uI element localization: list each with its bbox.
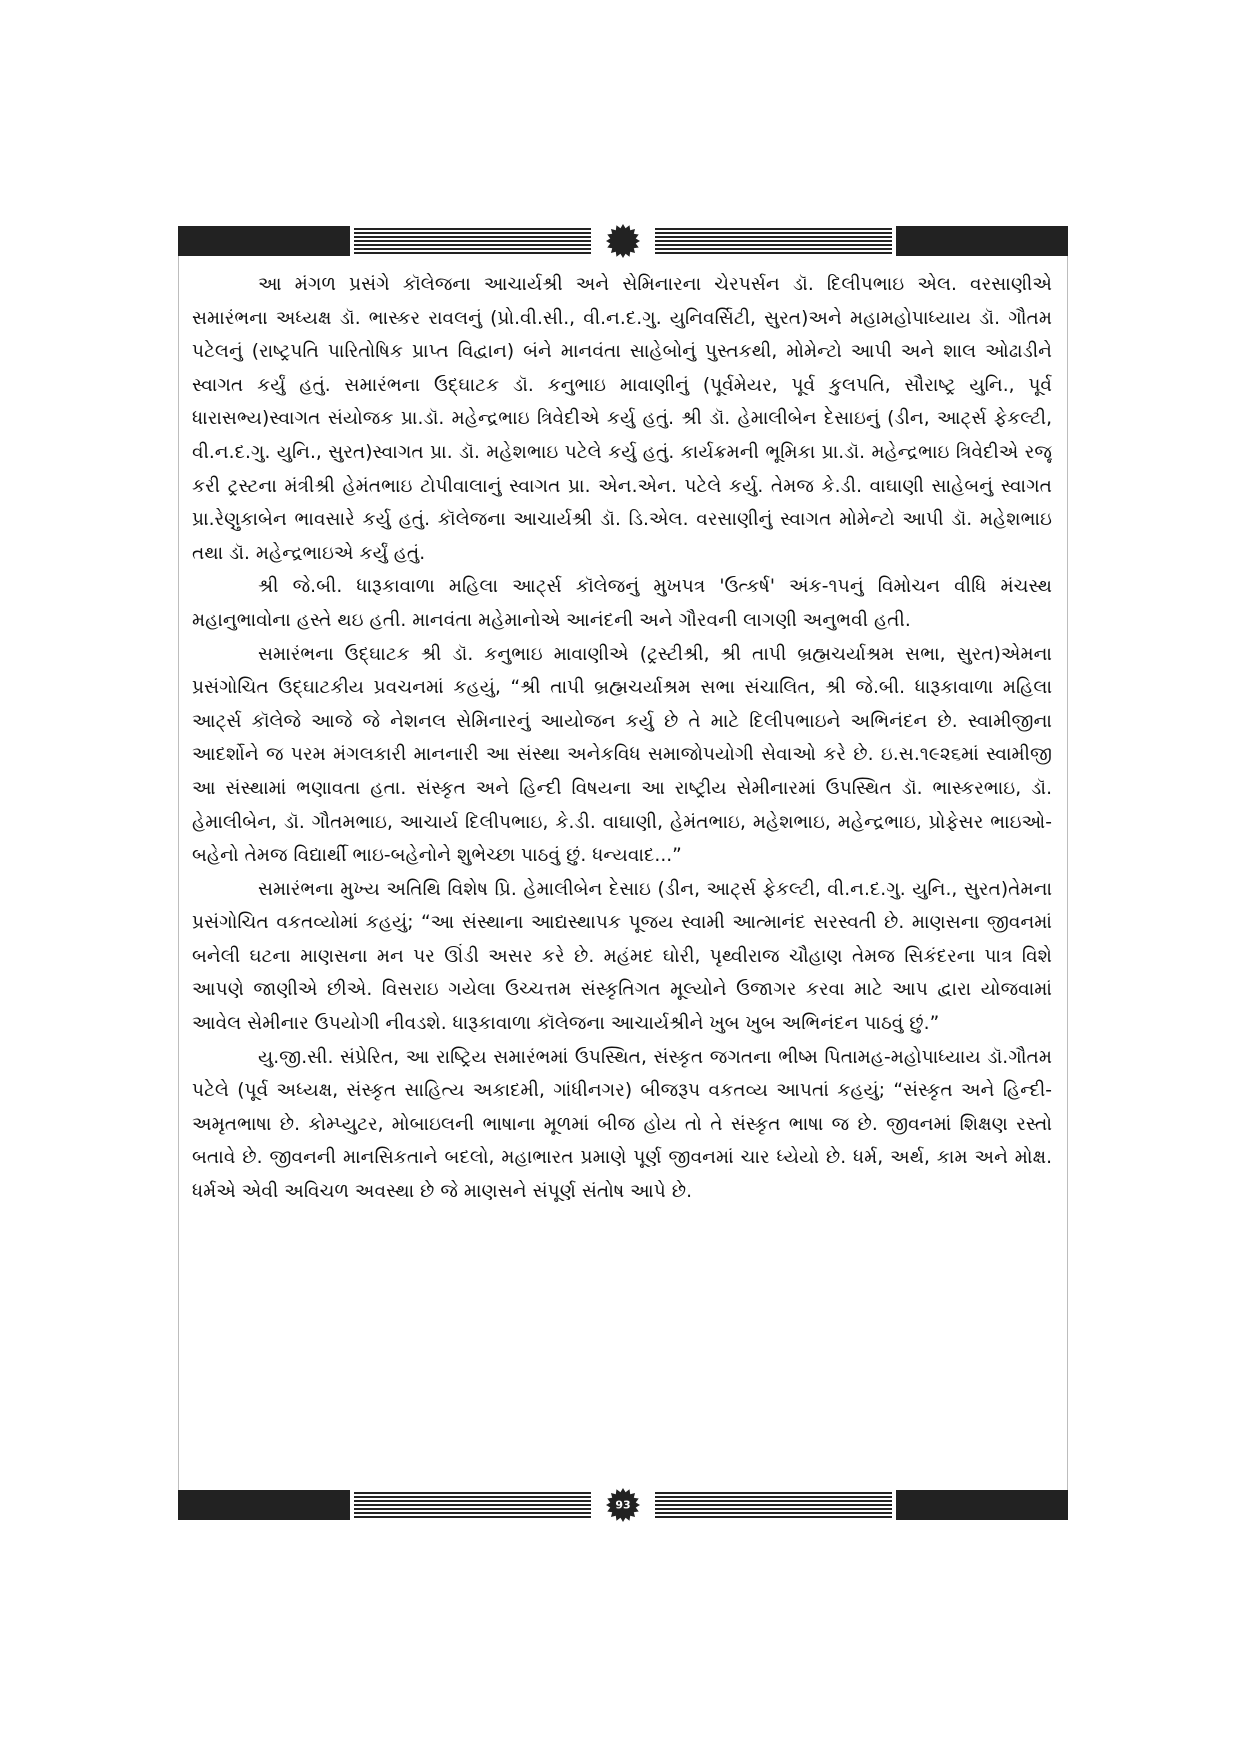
sunburst-page-badge-icon [605,1487,641,1523]
article-body [192,268,1052,1478]
page-number: 93 [615,1498,631,1512]
sunburst-ornament-icon [605,223,641,259]
footer-band [178,1490,1068,1520]
header-stripes-right [655,228,892,254]
paragraph-inaugural-speech: સમારંભના ઉદ્ઘાટક શ્રી ડૉ. કનુભાઇ માવાણીએ (ટ્રસ્ટીશ્રી, શ્રી તાપી બ્રહ્મચર્યાશ્રમ સભા, સુરત)એમના પ્રસંગોચિત ઉદ્ઘાટકીય પ્રવચનમાં કહયું, “શ્રી તાપી બ્રહ્મચર્યાશ્રમ સભા સંચાલિત, શ્રી જે.બી. ધારૂકાવાળા મહિલા આર્ટ્સ કૉલેજે આજે જે નેશનલ સેમિનારનું આયોજન કર્યુ છે તે માટે દિલીપભાઇને અભિનંદન છે. સ્વામીજીના આદર્શોને જ પરમ મંગલકારી માનનારી આ સંસ્થા અનેકવિધ સમાજોપયોગી સેવાઓ કરે છે. ઇ.સ.૧૯૨૬માં સ્વામીજી આ સંસ્થામાં ભણાવતા હતા. સંસ્કૃત અને હિન્દી વિષયના આ રાષ્ટ્રીય સેમીનારમાં ઉપસ્થિત ડૉ. ભાસ્કરભાઇ, ડૉ. હેમાલીબેન, ડૉ. ગૌતમભાઇ, આચાર્ય દિલીપભાઇ, કે.ડી. વાઘાણી, હેમંતભાઇ, મહેશભાઇ, મહેન્દ્રભાઇ, પ્રોફેસર ભાઇઓ-બહેનો તેમજ વિદ્યાર્થી ભાઇ-બહેનોને શુભેચ્છા પાઠવું છું. ધન્યવાદ...” [192,643,1052,867]
footer-stripes-right [655,1492,892,1518]
paragraph-chief-guest-speech: સમારંભના મુખ્ય અતિથિ વિશેષ પ્રિ. હેમાલીબેન દેસાઇ (ડીન, આર્ટ્સ ફેકલ્ટી, વી.ન.દ.ગુ. યુનિ., સુરત)તેમના પ્રસંગોચિત વકતવ્યોમાં કહયું; “આ સંસ્થાના આદ્યસ્થાપક પૂજય સ્વામી આત્માનંદ સરસ્વતી છે. માણસના જીવનમાં બનેલી ઘટના માણસના મન પર ઊંડી અસર કરે છે. મહંમદ ઘોરી, પૃથ્વીરાજ ચૌહાણ તેમજ સિકંદરના પાત્ર વિશે આપણે જાણીએ છીએ. વિસરાઇ ગયેલા ઉચ્ચત્તમ સંસ્કૃતિગત મૂલ્યોને ઉજાગર કરવા માટે આપ દ્વારા યોજવામાં આવેલ સેમીનાર ઉપયોગી નીવડશે. ધારૂકાવાળા કૉલેજના આચાર્યશ્રીને ખુબ ખુબ અભિનંદન પાઠવું છું.” [192,878,1052,1035]
sunburst-core [612,230,634,252]
header-bar-left [178,226,350,256]
paragraph-magazine-release: શ્રી જે.બી. ધારૂકાવાળા મહિલા આર્ટ્સ કૉલેજનું મુખપત્ર 'ઉત્કર્ષ' અંક-૧૫નું વિમોચન વીધિ મંચસ્થ મહાનુભાવોના હસ્તે થઇ હતી. માનવંતા મહેમાનોએ આનંદની અને ગૌરવની લાગણી અનુભવી હતી. [192,576,1052,631]
footer-bar-right [896,1490,1068,1520]
footer-stripes-left [354,1492,591,1518]
footer-bar-left [178,1490,350,1520]
header-band [178,226,1068,256]
paragraph-welcome: આ મંગળ પ્રસંગે કૉલેજના આચાર્યશ્રી અને સેમિનારના ચેરપર્સન ડૉ. દિલીપભાઇ એલ. વરસાણીએ સમારંભના અધ્યક્ષ ડૉ. ભાસ્કર રાવલનું (પ્રો.વી.સી., વી.ન.દ.ગુ. યુનિવર્સિટી, સુરત)અને મહામહોપાધ્યાય ડૉ. ગૌતમ પટેલનું (રાષ્ટ્રપતિ પારિતોષિક પ્રાપ્ત વિદ્વાન) બંને માનવંતા સાહેબોનું પુસ્તકથી, મોમેન્ટો આપી અને શાલ ઓઢાડીને સ્વાગત કર્યું હતું. સમારંભના ઉદ્ઘાટક ડૉ. કનુભાઇ માવાણીનું (પૂર્વમેયર, પૂર્વ કુલપતિ, સૌરાષ્ટ્ર યુનિ., પૂર્વ ધારાસભ્ય)સ્વાગત સંયોજક પ્રા.ડૉ. મહેન્દ્રભાઇ ત્રિવેદીએ કર્યુ હતું. શ્રી ડૉ. હેમાલીબેન દેસાઇનું (ડીન, આર્ટ્સ ફેકલ્ટી, વી.ન.દ.ગુ. યુનિ., સુરત)સ્વાગત પ્રા. ડૉ. મહેશભાઇ પટેલે કર્યુ હતું. કાર્યક્રમની ભૂમિકા પ્રા.ડૉ. મહેન્દ્રભાઇ ત્રિવેદીએ રજૂ કરી ટ્રસ્ટના મંત્રીશ્રી હેમંતભાઇ ટોપીવાલાનું સ્વાગત પ્રા. એન.એન. પટેલે કર્યુ. તેમજ કે.ડી. વાઘાણી સાહેબનું સ્વાગત પ્રા.રેણુકાબેન ભાવસારે કર્યુ હતું. કૉલેજના આચાર્યશ્રી ડૉ. ડિ.એલ. વરસાણીનું સ્વાગત મોમેન્ટો આપી ડૉ. મહેશભાઇ તથા ડૉ. મહેન્દ્રભાઇએ કર્યું હતું. [192,274,1052,564]
paragraph-keynote-speech: યુ.જી.સી. સંપ્રેરિત, આ રાષ્ટ્રિય સમારંભમાં ઉપસ્થિત, સંસ્કૃત જગતના ભીષ્મ પિતામહ-મહોપાધ્યાય ડૉ.ગૌતમ પટેલે (પૂર્વ અધ્યક્ષ, સંસ્કૃત સાહિત્ય અકાદમી, ગાંધીનગર) બીજરૂપ વકતવ્ય આપતાં કહયું; “સંસ્કૃત અને હિન્દી-અમૃતભાષા છે. કોમ્પ્યુટર, મોબાઇલની ભાષાના મૂળમાં બીજ હોય તો તે સંસ્કૃત ભાષા જ છે. જીવનમાં શિક્ષણ રસ્તો બતાવે છે. જીવનની માનસિકતાને બદલો, મહાભારત પ્રમાણે પૂર્ણ જીવનમાં ચાર ધ્યેયો છે. ધર્મ, અર્થ, કામ અને મોક્ષ. ધર્મએ એવી અવિચળ અવસ્થા છે જે માણસને સંપૂર્ણ સંતોષ આપે છે. [192,1046,1052,1203]
header-stripes-left [354,228,591,254]
header-bar-right [896,226,1068,256]
